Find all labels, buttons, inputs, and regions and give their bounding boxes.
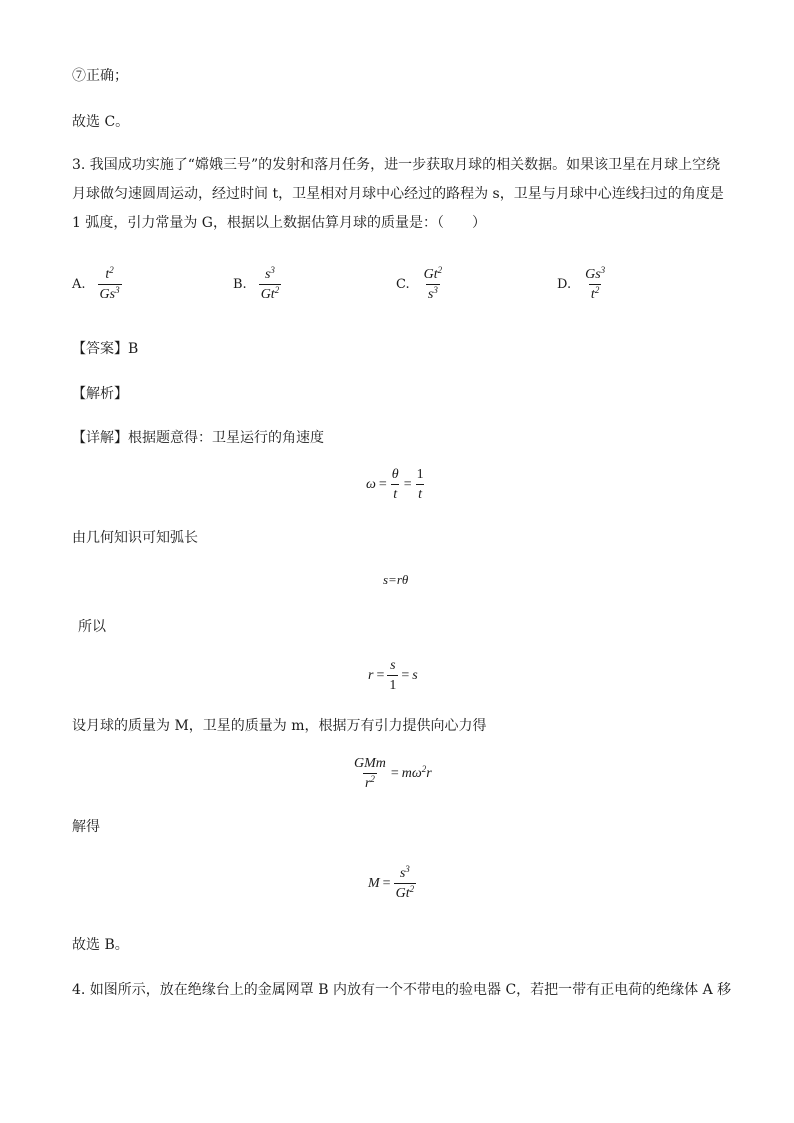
question-3-text: 3. 我国成功实施了“嫦娥三号”的发射和落月任务，进一步获取月球的相关数据。如果该卫星在月球上空绕月球做匀速圆周运动，经过时间 t，卫星相对月球中心经过的路程为 s，卫星与月球中心连线扫过的角度是 1 弧度，引力常量为 G，根据以上数据估算月球的质量是：（ ） <box>72 157 724 231</box>
option-a <box>72 267 122 302</box>
question-4-text: 4. 如图所示，放在绝缘台上的金属网罩 B 内放有一个不带电的验电器 C，若把一带有正电荷的绝缘体 A 移 <box>72 982 732 998</box>
option-d <box>557 267 607 302</box>
so-line: 所以 <box>78 619 106 635</box>
geometry-line: 由几何知识可知弧长 <box>72 530 198 546</box>
detail-line: 【详解】根据题意得：卫星运行的角速度 <box>72 430 324 446</box>
prev-line-2: 故选 C。 <box>72 114 130 130</box>
equation-arc-length: s=rθ <box>383 572 409 587</box>
mass-line: 设月球的质量为 M，卫星的质量为 m，根据万有引力提供向心力得 <box>72 718 487 734</box>
option-fraction: $\frac{Gs^3}{t^2}$ <box>585 265 606 302</box>
option-label: A. <box>72 277 86 292</box>
conclusion-line: 故选 B。 <box>72 937 129 953</box>
analysis-label: 【解析】 <box>72 386 128 402</box>
option-label: D. <box>557 277 572 292</box>
option-fraction: $\frac{Gt^2}{s^3}$ <box>423 265 443 302</box>
option-label: C. <box>396 277 410 292</box>
option-b <box>233 267 281 302</box>
solve-line: 解得 <box>72 819 100 835</box>
prev-line-1: ⑦正确； <box>72 68 128 84</box>
answer-label: 【答案】B <box>72 341 139 357</box>
option-fraction: $\frac{s^3}{Gt^2}$ <box>260 265 280 302</box>
equation-mass-result: M = $\frac{s^3}{Gt^2}$ <box>368 864 415 901</box>
equation-radius: r = $\frac{s}{1}$ = s <box>368 658 418 693</box>
equation-gravitation: $\frac{\text{GMm}}{r^2}$ = $m\omega^2r$ <box>354 756 432 791</box>
equation-angular-velocity: ω = $\frac{\theta}{t}$ = $\frac{1}{t}$ <box>366 467 424 502</box>
option-label: B. <box>233 277 247 292</box>
option-c <box>396 267 444 302</box>
option-fraction: $\frac{t^2}{Gs^3}$ <box>99 265 120 302</box>
